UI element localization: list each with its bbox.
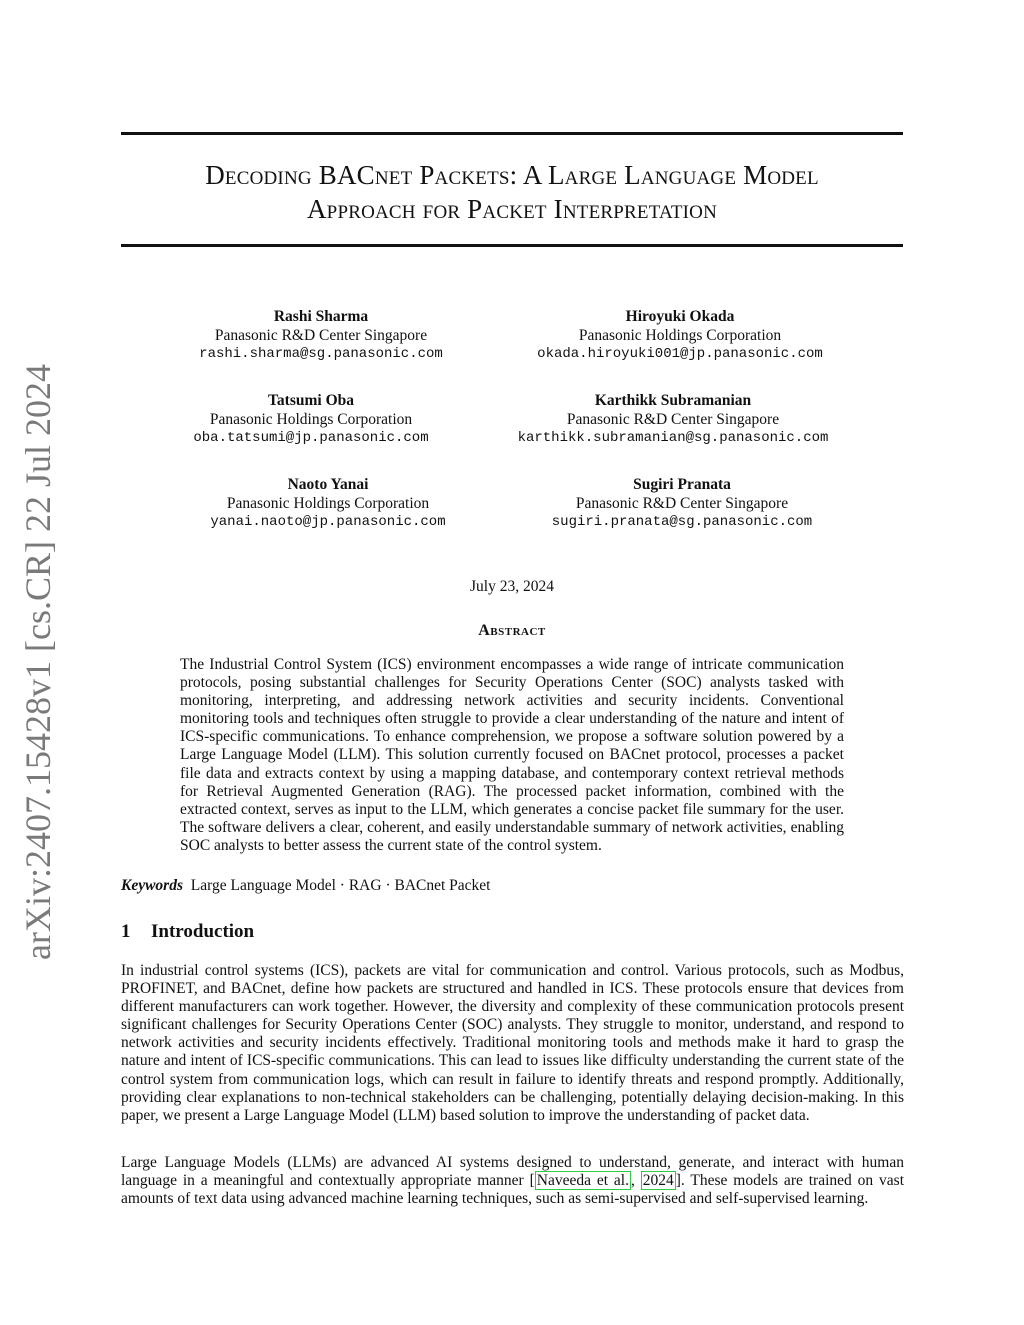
title-line-1: Decoding BACnet Packets: A Large Language Model [205, 160, 819, 190]
author-name: Sugiri Pranata [633, 476, 731, 493]
author-affiliation: Panasonic Holdings Corporation [209, 411, 413, 428]
author-email[interactable]: oba.tatsumi@jp.panasonic.com [193, 430, 429, 446]
author-block-6 [502, 475, 862, 532]
author-name: Hiroyuki Okada [625, 308, 735, 325]
title-line-2: Approach for Packet Interpretation [306, 194, 717, 224]
publication-date: July 23, 2024 [470, 578, 554, 595]
author-name: Karthikk Subramanian [594, 392, 752, 409]
intro-paragraph-1: In industrial control systems (ICS), packets are vital for communication and control. Various protocols, such as Modbus, PROFINET, and BACnet, define how packets are structured and handled in ICS. These protocols ensure that devices from different manufacturers can work together. However, the diversity and complexity of these communication protocols present significant challenges for Security Operations Center (SOC) analysts. They struggle to monitor, understand, and respond to network activities and security incidents effectively. Traditional monitoring tools and methods make it hard to grasp the nature and intent of ICS-specific communications. This can lead to issues like difficulty understanding the current state of the control system from communication logs, which can result in failure to identify threats and respond promptly. Additionally, providing clear explanations to non-technical stakeholders can be challenging, potentially delaying decision-making. In this paper, we present a Large Language Model (LLM) based solution to improve the understanding of packet data. [121, 962, 904, 1124]
intro-paragraph-2: Large Language Models (LLMs) are advanced AI systems designed to understand, generate, and interact with human language in a meaningful and contextually appropriate manner [ Naveeda et al. , 2024 ]. These models are trained on vast amounts of text data using advanced machine learning techniques, such as semi-supervised and self-supervised learning. [121, 1154, 905, 1208]
author-block-3 [131, 391, 491, 448]
keywords-label: Keywords [121, 877, 183, 894]
intro-p2-text-before: Large Language Models (LLMs) are advanced AI systems designed to understand, generate, and interact with human language in a meaningful and contextually appropriate manner [ [121, 1154, 904, 1190]
author-block-4 [493, 391, 853, 448]
author-email[interactable]: sugiri.pranata@sg.panasonic.com [551, 514, 813, 530]
keywords-text: Large Language Model · RAG · BACnet Packet [190, 877, 491, 894]
section-title: Introduction [151, 921, 255, 942]
author-block-1 [141, 307, 501, 364]
title-top-rule [121, 132, 903, 135]
author-name: Naoto Yanai [287, 476, 369, 493]
author-affiliation: Panasonic Holdings Corporation [578, 327, 782, 344]
author-affiliation: Panasonic R&D Center Singapore [214, 327, 428, 344]
author-name: Rashi Sharma [273, 308, 369, 325]
title-bottom-rule [121, 244, 903, 247]
author-affiliation: Panasonic R&D Center Singapore [575, 495, 789, 512]
arxiv-identifier: arXiv:2407.15428v1 [cs.CR] 22 Jul 2024 [18, 364, 58, 960]
citation-link-author[interactable]: Naveeda et al. [536, 1172, 629, 1190]
author-email[interactable]: karthikk.subramanian@sg.panasonic.com [517, 430, 829, 446]
author-email[interactable]: yanai.naoto@jp.panasonic.com [210, 514, 446, 530]
author-affiliation: Panasonic R&D Center Singapore [566, 411, 780, 428]
author-name: Tatsumi Oba [268, 392, 354, 409]
paper-title [121, 158, 903, 226]
author-email[interactable]: rashi.sharma@sg.panasonic.com [199, 346, 443, 362]
intro-p2-text-after: ]. These models are trained on vast amounts of text data using advanced machine learning techniques, such as semi-supervised and self-supervised learning. [121, 1172, 905, 1208]
author-block-5 [148, 475, 508, 532]
keywords-line [121, 877, 490, 895]
author-block-2 [500, 307, 860, 364]
author-email[interactable]: okada.hiroyuki001@jp.panasonic.com [537, 346, 823, 362]
citation-link-year[interactable]: 2024 [642, 1172, 674, 1190]
author-affiliation: Panasonic Holdings Corporation [226, 495, 430, 512]
section-number: 1 [121, 921, 131, 942]
abstract-text: The Industrial Control System (ICS) environment encompasses a wide range of intricate communication protocols, posing substantial challenges for Security Operations Center (SOC) analysts tasked with monitoring, interpreting, and addressing network activities and security incidents. Conventional monitoring tools and techniques often struggle to provide a clear understanding of the nature and intent of ICS-specific communications. To enhance comprehension, we propose a software solution powered by a Large Language Model (LLM). This solution currently focused on BACnet protocol, processes a packet file data and extracts context by using a mapping database, and contemporary context retrieval methods for Retrieval Augmented Generation (RAG). The processed packet information, combined with the extracted context, serves as input to the LLM, which generates a concise packet file summary for the user. The software delivers a clear, coherent, and easily understandable summary of network activities, enabling SOC analysts to better assess the current state of the control system. [180, 656, 844, 854]
abstract-heading: Abstract [478, 622, 546, 639]
section-heading-introduction [121, 921, 254, 943]
